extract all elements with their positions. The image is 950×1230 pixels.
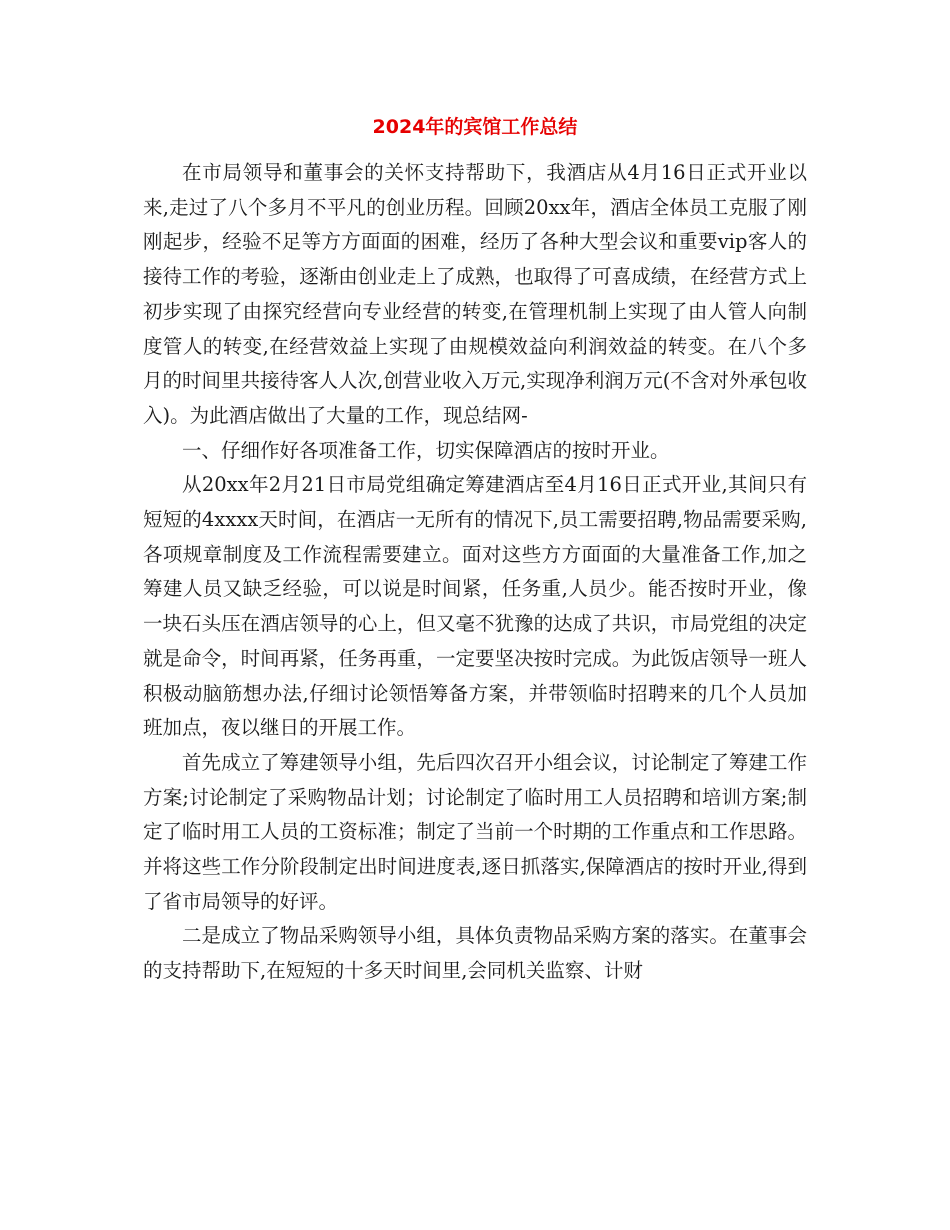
paragraph-section-heading: 一、仔细作好各项准备工作，切实保障酒店的按时开业。 (182, 438, 670, 462)
paragraph-preparation: 从20xx年2月21日市局党组确定筹建酒店至4月16日正式开业,其间只有短短的4xxxx天时间，在酒店一无所有的情况下,员工需要招聘,物品需要采购,各项规章制度及工作流程需要建立。面对这些方方面面的大量准备工作,加之筹建人员又缺乏经验，可以说是时间紧，任务重,人员少。能否按时开业，像一块石头压在酒店领导的心上，但又毫不犹豫的达成了共识，市局党组的决定就是命令，时间再紧，任务再重，一定要坚决按时完成。为此饭店领导一班人积极动脑筋想办法,仔细讨论领悟筹备方案，并带领临时招聘来的几个人员加班加点，夜以继日的开展工作。 (143, 473, 807, 740)
paragraph-leadership-group: 首先成立了筹建领导小组，先后四次召开小组会议，讨论制定了筹建工作方案;讨论制定了采购物品计划；讨论制定了临时用工人员招聘和培训方案;制定了临时用工人员的工资标准；制定了当前一个时期的工作重点和工作思路。并将这些工作分阶段制定出时间进度表,逐日抓落实,保障酒店的按时开业,得到了省市局领导的好评。 (143, 750, 807, 913)
document-body (143, 156, 807, 989)
document-page (143, 112, 807, 989)
paragraph-procurement-group: 二是成立了物品采购领导小组，具体负责物品采购方案的落实。在董事会的支持帮助下,在短短的十多天时间里,会同机关监察、计财 (143, 924, 807, 983)
document-title: 2024年的宾馆工作总结 (372, 116, 578, 138)
paragraph-intro: 在市局领导和董事会的关怀支持帮助下，我酒店从4月16日正式开业以来,走过了八个多月不平凡的创业历程。回顾20xx年，酒店全体员工克服了刚刚起步，经验不足等方方面面的困难，经历了各种大型会议和重要vip客人的接待工作的考验，逐渐由创业走上了成熟，也取得了可喜成绩，在经营方式上初步实现了由探究经营向专业经营的转变,在管理机制上实现了由人管人向制度管人的转变,在经营效益上实现了由规模效益向利润效益的转变。在八个多月的时间里共接待客人人次,创营业收入万元,实现净利润万元(不含对外承包收入)。为此酒店做出了大量的工作，现总结网- (143, 161, 807, 427)
